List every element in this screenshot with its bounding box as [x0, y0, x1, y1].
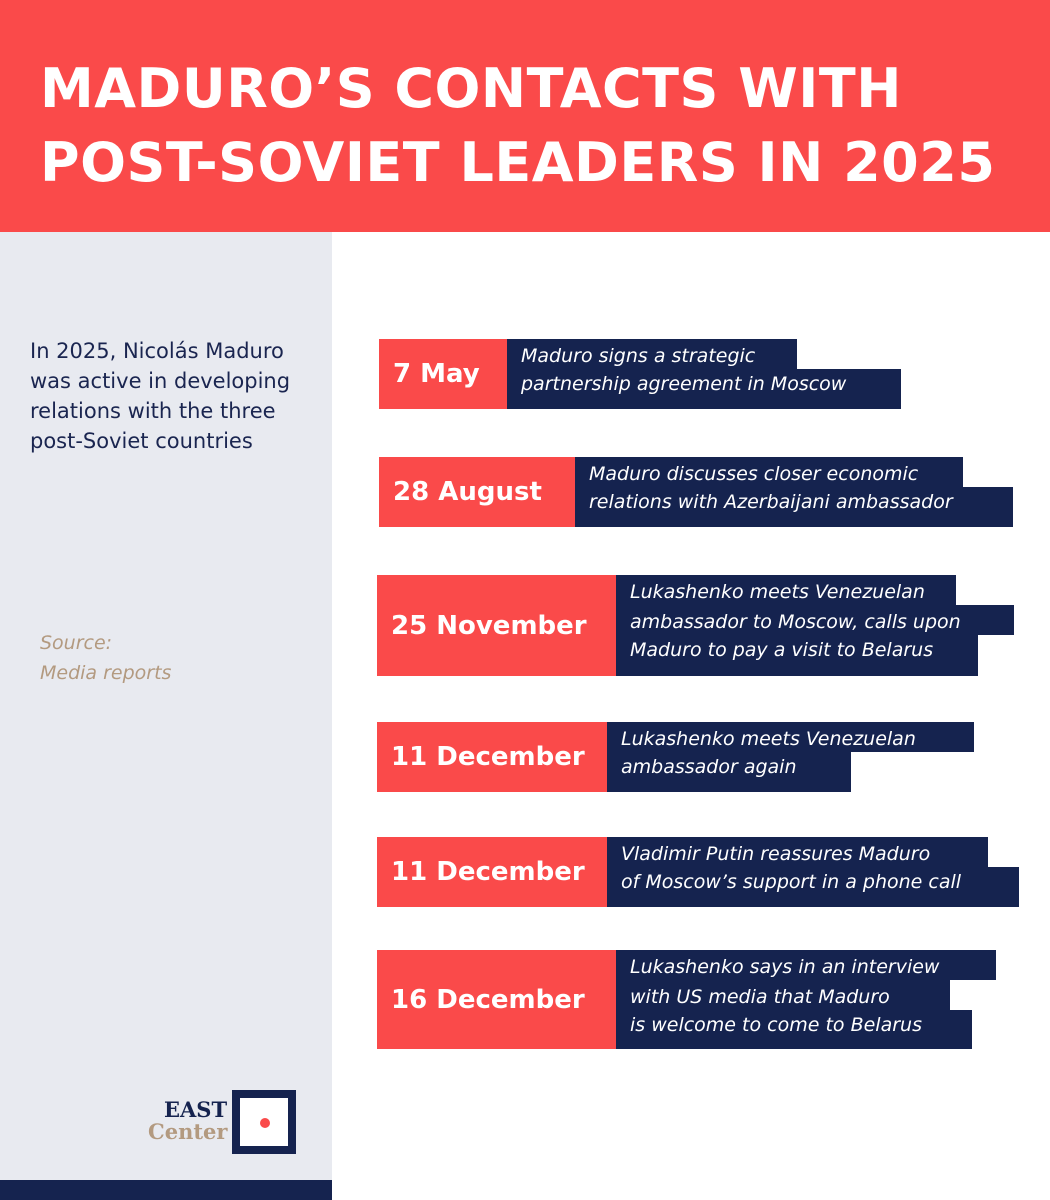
- event-description-line: ambassador again: [607, 752, 851, 792]
- page-title: [40, 52, 995, 200]
- event-date: 11 December: [377, 837, 607, 907]
- event-date: 7 May: [379, 339, 507, 409]
- title-line-2: POST-SOVIET LEADERS IN 2025: [40, 131, 996, 194]
- header-banner: [0, 0, 1050, 232]
- source-note: [40, 628, 171, 688]
- event-description-line: Lukashenko meets Venezuelan: [616, 575, 956, 605]
- sidebar-bottom-bar: [0, 1180, 332, 1200]
- logo-text-east: EAST: [164, 1097, 228, 1122]
- source-label: Source:: [40, 632, 113, 654]
- event-description-line: Lukashenko says in an interview: [616, 950, 996, 980]
- event-date: 28 August: [379, 457, 575, 527]
- event-date: 25 November: [377, 575, 616, 676]
- event-description-line: Vladimir Putin reassures Maduro: [607, 837, 988, 867]
- event-description-line: with US media that Maduro: [616, 980, 950, 1010]
- event-date: 16 December: [377, 950, 616, 1049]
- event-description-line: Maduro discusses closer economic: [575, 457, 963, 487]
- event-description-line: Maduro signs a strategic: [507, 339, 797, 369]
- event-description-line: of Moscow’s support in a phone call: [607, 867, 1019, 907]
- logo-dot-icon: [260, 1118, 270, 1128]
- logo-square-icon: [232, 1090, 296, 1154]
- title-line-1: MADURO’S CONTACTS WITH: [40, 57, 902, 120]
- event-description-line: Maduro to pay a visit to Belarus: [616, 635, 978, 676]
- event-description-line: relations with Azerbaijani ambassador: [575, 487, 1013, 527]
- logo-text-center: Center: [148, 1119, 228, 1144]
- event-description-line: ambassador to Moscow, calls upon: [616, 605, 1014, 635]
- source-value: Media reports: [40, 662, 172, 684]
- event-description-line: is welcome to come to Belarus: [616, 1010, 972, 1049]
- event-description-line: Lukashenko meets Venezuelan: [607, 722, 974, 752]
- event-description-line: partnership agreement in Moscow: [507, 369, 901, 409]
- east-center-logo: [148, 1090, 298, 1156]
- event-date: 11 December: [377, 722, 607, 792]
- intro-text: In 2025, Nicolás Maduro was active in developing relations with the three post-Soviet countries: [30, 339, 291, 453]
